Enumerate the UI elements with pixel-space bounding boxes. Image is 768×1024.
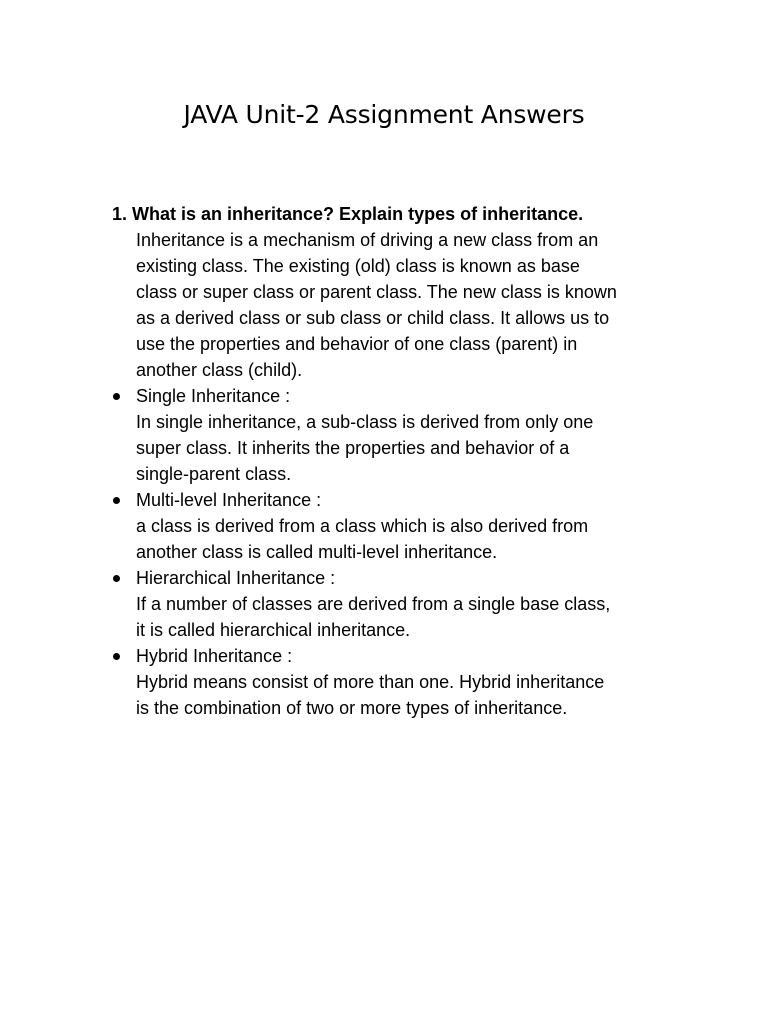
inheritance-type-description: a class is derived from a class which is also derived from another class is called multi-level inheritance. — [136, 516, 589, 562]
inheritance-type-description: In single inheritance, a sub-class is derived from only one super class. It inherits the properties and behavior of a single-parent class. — [136, 412, 594, 484]
bullet-icon — [113, 653, 120, 660]
inheritance-type-heading: Hybrid Inheritance : — [136, 646, 293, 666]
bullet-icon — [113, 575, 120, 582]
inheritance-type-heading: Single Inheritance : — [136, 386, 291, 406]
bullet-icon — [113, 497, 120, 504]
inheritance-type-description: If a number of classes are derived from a single base class, it is called hierarchical inheritance. — [136, 594, 611, 640]
question-heading: 1. What is an inheritance? Explain types of inheritance. — [112, 204, 584, 224]
list-item-multilevel-inheritance — [0, 487, 696, 565]
document-title: JAVA Unit-2 Assignment Answers — [183, 100, 585, 129]
list-item-hybrid-inheritance — [0, 643, 696, 721]
inheritance-type-description: Hybrid means consist of more than one. Hybrid inheritance is the combination of two or more types of inheritance. — [136, 672, 605, 718]
list-item-single-inheritance — [0, 383, 696, 487]
bullet-icon — [113, 393, 120, 400]
list-item-hierarchical-inheritance — [0, 565, 696, 643]
inheritance-definition: Inheritance is a mechanism of driving a new class from an existing class. The existing (old) class is known as base class or super class or parent class. The new class is known as a derived class or sub class or child class. It allows us to use the properties and behavior of one class (parent) in another class (child). — [136, 230, 617, 380]
inheritance-type-heading: Hierarchical Inheritance : — [136, 568, 336, 588]
inheritance-type-heading: Multi-level Inheritance : — [136, 490, 322, 510]
inheritance-types-list — [0, 383, 768, 721]
